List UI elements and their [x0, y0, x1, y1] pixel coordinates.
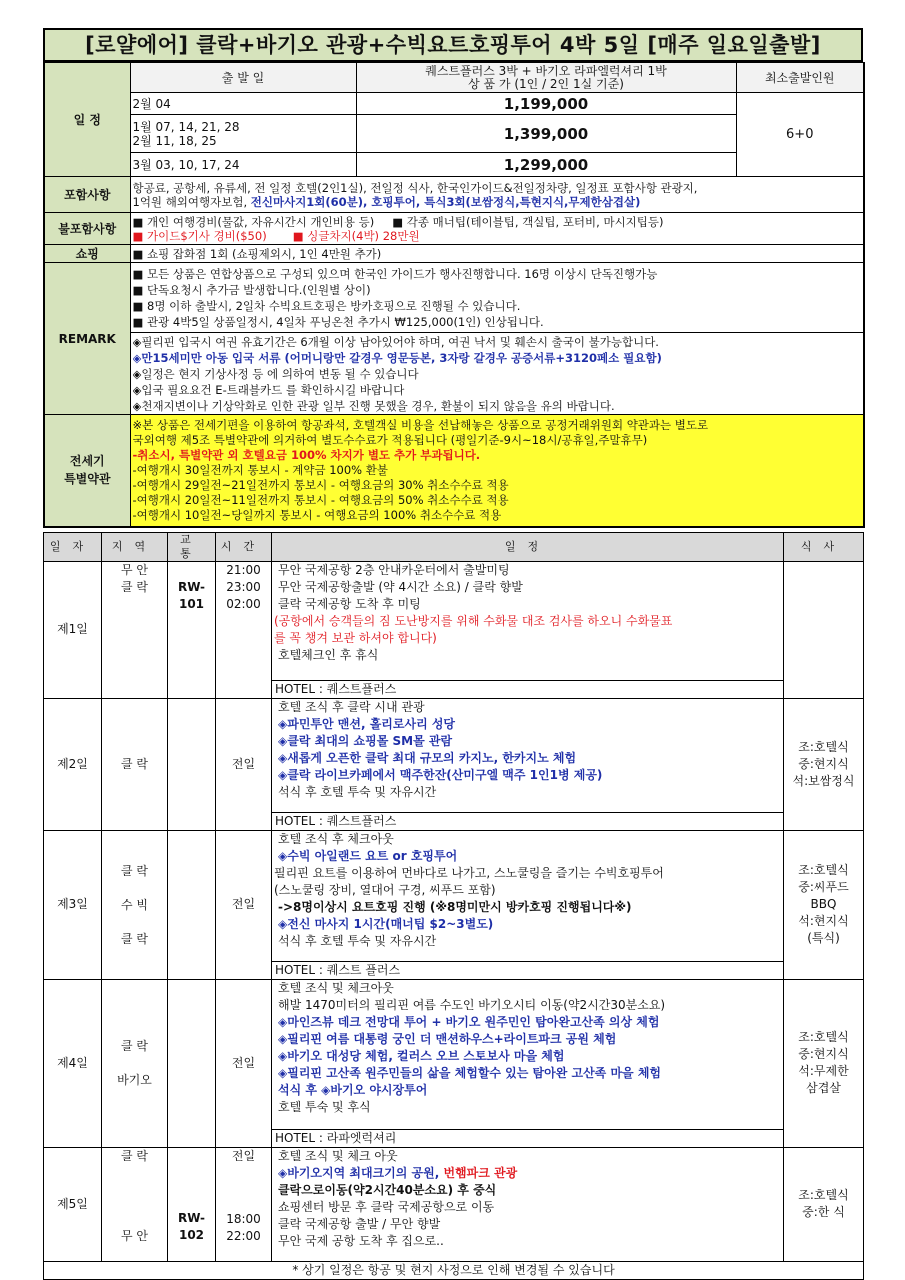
col-time: 시간	[216, 532, 272, 561]
header-min-people: 최소출발인원	[736, 63, 864, 93]
day4-schedule: 호텔 조식 및 체크아웃 해발 1470미터의 필리핀 여름 수도인 바기오시티 이동(약2시간30분소요) ◈마인즈뷰 데크 전망대 투어 + 바기오 원주민인 탐아완고산족 의상 체험 ◈필리핀 여름 대통령 궁인 더 맨션하우스+라이트파크 공원 체험 ◈바기오 대성당 체험, 컬러스 오브 스토보사 마을 체험 ◈필리핀 고산족 원주민들의 삶을 체험할수 있는 탐아완 고산족 마을 체험 석식 후 ◈바기오 야시장투어 호텔 투숙 및 후식	[272, 979, 784, 1129]
day4-time: 전일	[216, 979, 272, 1147]
day5-flight: RW-102	[168, 1147, 216, 1261]
remark-label: REMARK	[44, 263, 130, 415]
header-product: 퀘스트플러스 3박 + 바기오 라파엘럭셔리 1박 상 품 가 (1인 / 2인 1실 기준)	[356, 63, 736, 93]
info-table	[43, 62, 865, 528]
day5-label: 제5일	[44, 1147, 102, 1261]
day1-flight: RW-101	[168, 561, 216, 698]
day2-time: 전일	[216, 698, 272, 830]
day3-hotel: HOTEL : 퀘스트 플러스	[272, 961, 784, 979]
shopping-text: ■ 쇼핑 잡화점 1회 (쇼핑제외시, 1인 4만원 추가)	[130, 245, 864, 263]
col-meals: 식사	[784, 532, 864, 561]
day1-meals	[784, 561, 864, 698]
day4-flight	[168, 979, 216, 1147]
terms-label: 전세기 특별약관	[44, 415, 130, 527]
excluded-label: 불포함사항	[44, 213, 130, 245]
page-title: [로얄에어] 클락+바기오 관광+수빅요트호핑투어 4박 5일 [매주 일요일출발]	[43, 28, 863, 62]
terms-text: ※본 상품은 전세기편을 이용하여 항공좌석, 호텔객실 비용을 선납해놓은 상품으로 공정거래위원회 약관과는 별도로 국외여행 제5조 특별약관에 의거하여 별도수수료가 적용됩니다 (평일기준-9시~18시/공휴일,주말휴무) -취소시, 특별약관 외 호텔요금 100% 차지가 별도 추가 부과됩니다. -여행개시 30일전까지 통보시 - 계약금 100% 환불 -여행개시 29일전~21일전까지 통보시 - 여행요금의 30% 취소수수료 적용 -여행개시 20일전~11일전까지 통보시 - 여행요금의 50% 취소수수료 적용 -여행개시 10일전~당일까지 통보시 - 여행요금의 100% 취소수수료 적용	[130, 415, 864, 527]
day4-hotel: HOTEL : 라파엣럭셔리	[272, 1129, 784, 1147]
day2-schedule: 호텔 조식 후 클락 시내 관광 ◈파민투안 맨션, 홀리로사리 성당 ◈클락 최대의 쇼핑몰 SM몰 관람 ◈새롭게 오픈한 클락 최대 규모의 카지노, 한카지노 체험 ◈클락 라이브카페에서 맥주한잔(산미구엘 맥주 1인1병 제공) 석식 후 호텔 투숙 및 자유시간	[272, 698, 784, 812]
schedule-label: 일 정	[44, 63, 130, 177]
shopping-label: 쇼핑	[44, 245, 130, 263]
remark-notes: ■ 모든 상품은 연합상품으로 구성되 있으며 한국인 가이드가 행사진행합니다. 16명 이상시 단독진행가능 ■ 단독요청시 추가금 발생합니다.(인원별 상이) ■ 8명 이하 출발시, 2일차 수빅요트호핑은 방카호핑으로 진행될 수 있습니다. ■ 관광 4박5일 상품일정시, 4일차 푸닝온천 추가시 ₩125,000(1인) 인상됩니다.	[130, 263, 864, 333]
day1-schedule: 무안 국제공항 2층 안내카운터에서 출발미팅 무안 국제공항출발 (약 4시간 소요) / 클락 향발 클락 국제공항 도착 후 미팅 (공항에서 승객들의 짐 도난방지를 위해 수화물 대조 검사를 하오니 수화물표 를 꼭 챙겨 보관 하셔야 합니다) 호텔체크인 후 휴식	[272, 561, 784, 680]
included-text: 항공료, 공항세, 유류세, 전 일정 호텔(2인1실), 전일정 식사, 한국인가이드&전일정차량, 일정표 포함사항 관광지, 1억원 해외여행자보험, 전신마사지1회(60분), 호핑투어, 특식3회(보쌈정식,특현지식,무제한삼겹살)	[130, 177, 864, 213]
excluded-text: ■ 개인 여행경비(물값, 자유시간시 개인비용 등) ■ 각종 매너팁(테이블팁, 객실팁, 포터비, 마시지팁등) ■ 가이드$기사 경비($50) ■ 싱글차지(4박) 28만원	[130, 213, 864, 245]
price-row-2: 1,399,000	[356, 115, 736, 153]
day3-regions: 클 락 수 빅 클 락	[102, 830, 168, 979]
col-day: 일자	[44, 532, 102, 561]
day3-time: 전일	[216, 830, 272, 979]
day4-meals: 조:호텔식 중:현지식 석:무제한 삼겹살	[784, 979, 864, 1147]
day5-times: 전일 18:00 22:00	[216, 1147, 272, 1261]
day2-hotel: HOTEL : 퀘스트플러스	[272, 812, 784, 830]
date-row-2: 1월 07, 14, 21, 28 2월 11, 18, 25	[130, 115, 356, 153]
footer-note: * 상기 일정은 항공 및 현지 사정으로 인해 변경될 수 있습니다	[44, 1261, 864, 1279]
included-label: 포함사항	[44, 177, 130, 213]
day3-label: 제3일	[44, 830, 102, 979]
day2-flight	[168, 698, 216, 830]
day5-regions: 클 락 무 안	[102, 1147, 168, 1261]
day4-regions: 클 락 바기오	[102, 979, 168, 1147]
date-row-1: 2월 04	[130, 93, 356, 115]
col-schedule: 일정	[272, 532, 784, 561]
day2-region: 클 락	[102, 698, 168, 830]
day5-schedule: 호텔 조식 및 체크 아웃 ◈바기오지역 최대크기의 공원, 번햄파크 관광 클락으로이동(약2시간40분소요) 후 중식 쇼핑센터 방문 후 클락 국제공항으로 이동 클락 국제공항 출발 / 무안 향발 무안 국제 공항 도착 후 집으로..	[272, 1147, 784, 1261]
header-departure-date: 출 발 일	[130, 63, 356, 93]
day3-schedule: 호텔 조식 후 체크아웃 ◈수빅 아일랜드 요트 or 호핑투어 필리핀 요트를 이용하여 먼바다로 나가고, 스노쿨링을 즐기는 수빅호핑투어 (스노쿨링 장비, 열대어 구경, 씨푸드 포함) ->8명이상시 요트호핑 진행 (※8명미만시 방카호핑 진행됩니다※) ◈전신 마사지 1시간(매너팁 $2~3별도) 석식 후 호텔 투숙 및 자유시간	[272, 830, 784, 961]
day3-meals: 조:호텔식 중:씨푸드 BBQ 석:현지식 (특식)	[784, 830, 864, 979]
col-transport: 교통	[168, 532, 216, 561]
day3-flight	[168, 830, 216, 979]
price-row-3: 1,299,000	[356, 153, 736, 177]
itinerary-sheet	[43, 28, 863, 1280]
col-region: 지역	[102, 532, 168, 561]
date-row-3: 3월 03, 10, 17, 24	[130, 153, 356, 177]
day1-label: 제1일	[44, 561, 102, 698]
day4-label: 제4일	[44, 979, 102, 1147]
day1-hotel: HOTEL : 퀘스트플러스	[272, 680, 784, 698]
day1-times: 21:00 23:00 02:00	[216, 561, 272, 698]
day2-meals: 조:호텔식 중:현지식 석:보쌈정식	[784, 698, 864, 830]
day5-meals: 조:호텔식 중:한 식	[784, 1147, 864, 1261]
min-people-value: 6+0	[736, 93, 864, 177]
day1-regions: 무 안 클 락	[102, 561, 168, 698]
day2-label: 제2일	[44, 698, 102, 830]
remark-entry-notes: ◈필리핀 입국시 여권 유효기간은 6개월 이상 남아있어야 하며, 여권 낙서 및 훼손시 출국이 불가능합니다. ◈만15세미만 아동 입국 서류 (어머니랑만 갈경우 영문등본, 3자랑 갈경우 공증서류+3120페소 필요함) ◈일정은 현지 기상사정 등 에 의하여 변동 될 수 있습니다 ◈입국 필요요건 E-트래블카드 를 확인하시길 바랍니다 ◈천재지변이나 기상악화로 인한 관광 일부 진행 못했을 경우, 환불이 되지 않음을 유의 바랍니다.	[130, 333, 864, 415]
price-row-1: 1,199,000	[356, 93, 736, 115]
itinerary-table	[43, 532, 864, 1280]
